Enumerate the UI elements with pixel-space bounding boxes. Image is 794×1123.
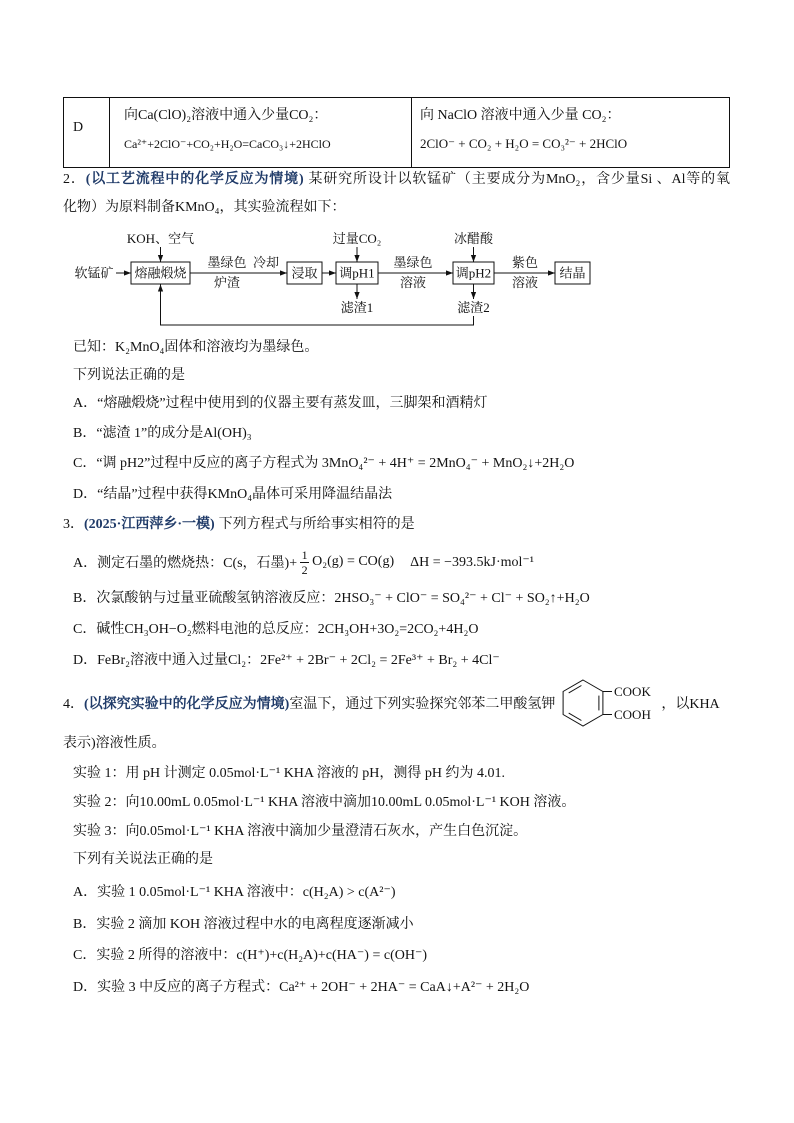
question-context: (2025·江西萍乡·一模) xyxy=(84,517,215,532)
question-4-option-a: A．实验 1 0.05mol·L⁻¹ KHA 溶液中：c(H₂A) > c(A²⁻) xyxy=(73,885,396,900)
question-2-option-c: C．“调 pH2”过程中反应的离子方程式为 3MnO₄²⁻ + 4H⁺ = 2MnO₄⁻ + MnO₂↓+2H₂O xyxy=(73,456,575,471)
question-4-option-c: C．实验 2 所得的溶液中：c(H⁺)+c(H₂A)+c(HA⁻) = c(OH⁻) xyxy=(73,948,427,963)
question-4-line-1 xyxy=(63,679,720,727)
step-label-leaching: 浸取 xyxy=(291,265,318,281)
question-4-option-b: B．实验 2 滴加 KOH 溶液过程中水的电离程度逐渐减小 xyxy=(73,917,414,932)
question-context: (以工艺流程中的化学反应为情境) xyxy=(85,172,304,187)
fraction-numerator: 1 xyxy=(301,547,308,562)
question-stem-after: ，以KHA xyxy=(661,697,720,712)
flow-residue-2: 滤渣2 xyxy=(457,300,490,315)
table-cell-label xyxy=(64,98,109,167)
flow-reagent-co2: 过量CO₂ xyxy=(332,231,382,246)
right-cell-equation: 2ClO⁻ + CO₂ + H₂O = CO₃²⁻ + 2HClO xyxy=(420,136,628,151)
row-label: D xyxy=(73,120,84,135)
flow-product-1-bottom: 炉渣 xyxy=(213,275,241,290)
option-a-equation: O₂(g) = CO(g) xyxy=(312,554,395,569)
potassium-hydrogen-phthalate-structure xyxy=(559,678,657,728)
flow-product-3-top: 墨绿色 xyxy=(393,255,433,270)
option-a-prefix: A．测定石墨的燃烧热：C(s，石墨)+ xyxy=(73,556,298,571)
flow-residue-1: 滤渣1 xyxy=(340,300,374,315)
fraction-one-half xyxy=(300,549,309,576)
right-cell-description: 向 NaClO 溶液中通入少量 CO₂： xyxy=(420,108,621,123)
experiment-2: 实验 2：向10.00mL 0.05mol·L⁻¹ KHA 溶液中滴加10.00mL 0.05mol·L⁻¹ KOH 溶液。 xyxy=(73,795,576,810)
table-cell-left xyxy=(109,98,411,167)
question-4-line-2: 表示)溶液性质。 xyxy=(63,736,166,751)
flow-start-material: 软锰矿 xyxy=(74,265,114,281)
arrow-residue2-recycle-to-roasting xyxy=(161,285,474,326)
question-2-line-2: 化物）为原料制备KMnO₄，其实验流程如下： xyxy=(63,200,346,215)
question-2-known: 已知：K₂MnO₄固体和溶液均为墨绿色。 xyxy=(73,340,319,355)
question-context: (以探究实验中的化学反应为情境) xyxy=(84,697,290,712)
step-label-roasting: 熔融煅烧 xyxy=(134,265,187,281)
step-label-ph2: 调pH2 xyxy=(455,265,492,281)
question-4-option-d: D．实验 3 中反应的离子方程式：Ca²⁺ + 2OH⁻ + 2HA⁻ = CaA↓+A²⁻ + 2H₂O xyxy=(73,980,530,995)
process-flow-diagram xyxy=(60,225,600,330)
flow-product-4-top: 紫色 xyxy=(511,255,539,270)
left-cell-equation: Ca²⁺+2ClO⁻+CO₂+H₂O=CaCO₃↓+2HClO xyxy=(124,137,331,151)
question-4-prompt: 下列有关说法正确的是 xyxy=(73,852,213,867)
table-cell-right xyxy=(411,98,729,167)
question-2-option-b: B．“滤渣 1”的成分是Al(OH)₃ xyxy=(73,426,252,441)
benzene-ring xyxy=(563,680,603,726)
cooh-group-label: COOH xyxy=(614,707,652,722)
question-number: 3． xyxy=(63,517,84,532)
question-2-option-a: A．“熔融煅烧”过程中使用到的仪器主要有蒸发皿，三脚架和酒精灯 xyxy=(73,396,488,411)
experiment-1: 实验 1：用 pH 计测定 0.05mol·L⁻¹ KHA 溶液的 pH，测得 pH 约为 4.01. xyxy=(73,766,505,781)
flow-reagent-koh-air: KOH、空气 xyxy=(126,231,195,246)
option-a-enthalpy: ΔH = −393.5kJ·mol⁻¹ xyxy=(410,554,534,570)
question-number: 4． xyxy=(63,697,84,712)
flow-reagent-acetic-acid: 冰醋酸 xyxy=(453,231,494,246)
question-stem: 下列方程式与所给事实相符的是 xyxy=(218,517,415,532)
question-3-option-a xyxy=(73,547,534,577)
step-label-crystallization: 结晶 xyxy=(559,265,586,281)
question-2-line-1 xyxy=(63,170,730,190)
flow-product-3-bottom: 溶液 xyxy=(399,275,427,290)
cook-group-label: COOK xyxy=(614,684,652,699)
comparison-table-row xyxy=(63,97,730,168)
flow-product-1-top: 墨绿色 xyxy=(207,255,247,270)
left-cell-description: 向Ca(ClO)₂溶液中通入少量CO₂： xyxy=(124,108,328,123)
question-stem-before: 室温下，通过下列实验探究邻苯二甲酸氢钾 xyxy=(289,697,556,712)
question-2-prompt: 下列说法正确的是 xyxy=(73,368,185,383)
question-3-line-1 xyxy=(63,515,415,535)
question-3-option-d: D．FeBr₂溶液中通入过量Cl₂：2Fe²⁺ + 2Br⁻ + 2Cl₂ = 2Fe³⁺ + Br₂ + 4Cl⁻ xyxy=(73,653,500,668)
question-3-option-b: B．次氯酸钠与过量亚硫酸氢钠溶液反应：2HSO₃⁻ + ClO⁻ = SO₄²⁻ + Cl⁻ + SO₂↑+H₂O xyxy=(73,591,590,606)
experiment-3: 实验 3：向0.05mol·L⁻¹ KHA 溶液中滴加少量澄清石灰水，产生白色沉淀。 xyxy=(73,824,528,839)
question-number: 2． xyxy=(63,172,86,187)
fraction-denominator: 2 xyxy=(301,562,308,577)
question-stem: 某研究所设计以软锰矿（主要成分为MnO₂，含少量Si 、Al等的氧 xyxy=(307,172,730,187)
step-label-ph1: 调pH1 xyxy=(339,265,375,281)
flow-product-4-bottom: 溶液 xyxy=(511,275,539,290)
flow-condition-cooling: 冷却 xyxy=(252,255,280,270)
question-2-option-d: D．“结晶”过程中获得KMnO₄晶体可采用降温结晶法 xyxy=(73,487,393,502)
question-3-option-c: C．碱性CH₃OH−O₂燃料电池的总反应：2CH₃OH+3O₂=2CO₂+4H₂O xyxy=(73,622,479,637)
